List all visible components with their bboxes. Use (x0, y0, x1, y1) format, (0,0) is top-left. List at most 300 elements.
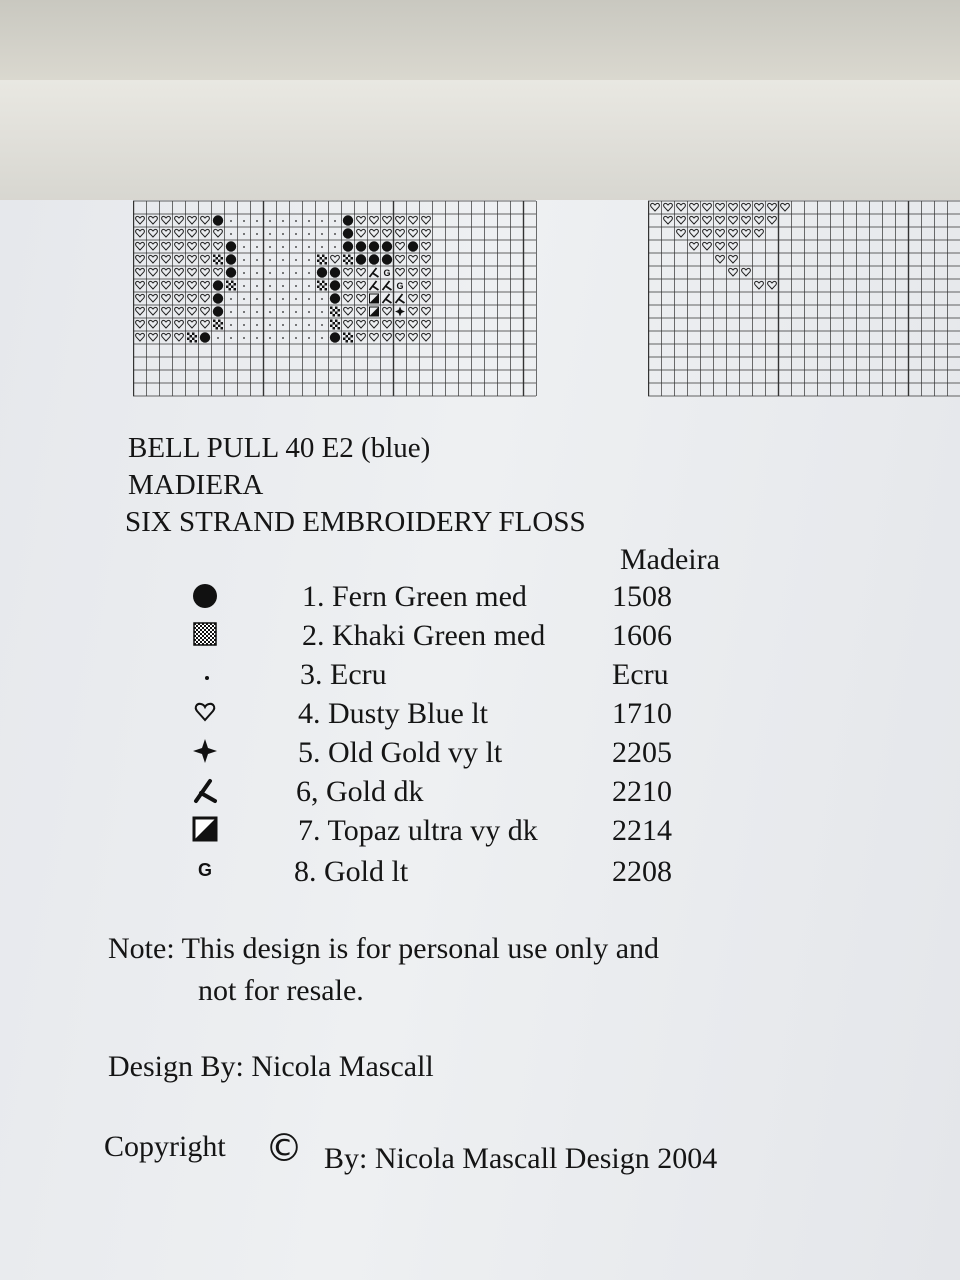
heart-stitch (703, 203, 712, 211)
legend-color-code: Ecru (612, 658, 669, 691)
checker-stitch (351, 262, 354, 265)
dot-stitch (256, 311, 258, 313)
heart-stitch (136, 229, 145, 237)
dot-stitch (308, 337, 310, 339)
heart-stitch (175, 320, 184, 328)
heart-stitch (677, 216, 686, 224)
checker-stitch (195, 340, 198, 343)
half-stitch-fill (370, 307, 379, 316)
heart-stitch (136, 255, 145, 263)
legend-color-code: 2214 (612, 814, 672, 847)
heart-stitch (357, 229, 366, 237)
legend-color-code: 2208 (612, 855, 672, 888)
heart-stitch (149, 229, 158, 237)
dot-stitch (256, 220, 258, 222)
heart-stitch (729, 229, 738, 237)
heart-stitch (136, 268, 145, 276)
checker-stitch (343, 333, 346, 336)
circle-stitch (356, 241, 366, 251)
circle-stitch (382, 254, 392, 264)
checker-stitch (346, 257, 349, 260)
dot-stitch (308, 272, 310, 274)
heart-stitch (214, 229, 223, 237)
checker-stitch (213, 325, 216, 328)
circle-stitch (343, 215, 353, 225)
circle-stitch (343, 228, 353, 238)
dot-stitch (295, 311, 297, 313)
heart-stitch (716, 203, 725, 211)
heart-stitch (768, 203, 777, 211)
heart-stitch (162, 320, 171, 328)
checker-stitch (320, 283, 323, 286)
dot-stitch (308, 324, 310, 326)
heart-stitch (383, 229, 392, 237)
heart-stitch (755, 281, 764, 289)
checker-stitch (320, 257, 323, 260)
heart-stitch (716, 229, 725, 237)
dot-stitch (230, 298, 232, 300)
heart-stitch (422, 268, 431, 276)
heart-stitch (136, 216, 145, 224)
heart-stitch (136, 281, 145, 289)
heart-icon (190, 697, 220, 727)
heart-stitch (742, 203, 751, 211)
heart-stitch (136, 333, 145, 341)
checker-stitch (218, 325, 221, 328)
checker-stitch (330, 307, 333, 310)
dot-stitch (230, 311, 232, 313)
heart-stitch (175, 216, 184, 224)
dot-stitch (256, 285, 258, 287)
dot-stitch (282, 337, 284, 339)
dot-stitch (243, 233, 245, 235)
checker-stitch (351, 257, 354, 260)
heart-stitch (344, 281, 353, 289)
heart-stitch (729, 203, 738, 211)
heart-stitch (422, 294, 431, 302)
heart-stitch (357, 333, 366, 341)
circle-stitch (330, 332, 340, 342)
dot-stitch (243, 324, 245, 326)
checker-stitch (335, 320, 338, 323)
heart-stitch (214, 268, 223, 276)
heart-stitch (409, 268, 418, 276)
heart-stitch (136, 242, 145, 250)
heart-stitch (370, 216, 379, 224)
heart-stitch (729, 216, 738, 224)
checker-stitch (234, 283, 237, 286)
checker-stitch (348, 333, 351, 336)
dot-stitch (243, 298, 245, 300)
checker-stitch (335, 307, 338, 310)
heart-stitch (755, 229, 764, 237)
checker-stitch (221, 322, 224, 325)
heart-stitch (201, 255, 210, 263)
checker-square-icon (190, 619, 220, 649)
heart-stitch (422, 216, 431, 224)
heart-stitch (422, 333, 431, 341)
dot-stitch (282, 246, 284, 248)
heart-stitch (149, 242, 158, 250)
dot-stitch (321, 337, 323, 339)
checker-stitch (338, 309, 341, 312)
dot-stitch (282, 285, 284, 287)
heart-stitch (201, 242, 210, 250)
heart-stitch (188, 242, 197, 250)
heart-stitch (149, 307, 158, 315)
checker-stitch (218, 260, 221, 263)
checker-stitch (333, 309, 336, 312)
usage-note-continued: not for resale. (198, 974, 364, 1007)
checker-stitch (213, 260, 216, 263)
k-stitch (396, 294, 405, 303)
checker-stitch (325, 288, 328, 291)
copyright-owner: By: Nicola Mascall Design 2004 (324, 1142, 718, 1175)
circle-stitch (408, 241, 418, 251)
dot-stitch (282, 298, 284, 300)
heart-stitch (162, 333, 171, 341)
pattern-title: BELL PULL 40 E2 (blue) (128, 432, 431, 464)
checker-stitch (346, 340, 349, 343)
circle-stitch (226, 254, 236, 264)
dot-stitch (269, 337, 271, 339)
circle-stitch (356, 254, 366, 264)
heart-stitch (149, 255, 158, 263)
checker-stitch (317, 286, 320, 289)
checker-stitch (216, 257, 219, 260)
checker-stitch (351, 335, 354, 338)
checker-stitch (346, 335, 349, 338)
heart-stitch (149, 294, 158, 302)
checker-stitch (330, 325, 333, 328)
dot-stitch (256, 298, 258, 300)
k-stitch (370, 281, 379, 290)
g-stitch: G (383, 268, 391, 278)
heart-stitch (188, 307, 197, 315)
heart-stitch (703, 216, 712, 224)
heart-stitch (383, 216, 392, 224)
heart-stitch (149, 216, 158, 224)
checker-stitch (325, 262, 328, 265)
dot-stitch (295, 246, 297, 248)
heart-stitch (175, 229, 184, 237)
checker-stitch (325, 283, 328, 286)
heart-stitch (370, 229, 379, 237)
circle-stitch (369, 241, 379, 251)
checker-stitch (322, 260, 325, 263)
heart-stitch (690, 203, 699, 211)
checker-stitch (333, 327, 336, 330)
checker-stitch (348, 255, 351, 258)
legend-color-code: 2205 (612, 736, 672, 769)
circle-stitch (330, 280, 340, 290)
heart-stitch (214, 242, 223, 250)
heart-stitch (383, 320, 392, 328)
dot-stitch (256, 233, 258, 235)
dot-stitch (230, 233, 232, 235)
copyright-label: Copyright (104, 1130, 226, 1163)
heart-stitch (690, 216, 699, 224)
dot-stitch (243, 259, 245, 261)
legend-color-name: 5. Old Gold vy lt (298, 736, 503, 769)
heart-stitch (188, 229, 197, 237)
heart-stitch (188, 294, 197, 302)
dot-stitch (282, 311, 284, 313)
heart-stitch (409, 229, 418, 237)
checker-stitch (333, 322, 336, 325)
dot-stitch (269, 246, 271, 248)
dot-stitch (243, 246, 245, 248)
heart-stitch (175, 268, 184, 276)
dot-stitch (308, 246, 310, 248)
dot-stitch (321, 298, 323, 300)
dot-icon (190, 658, 220, 688)
checker-stitch (317, 260, 320, 263)
checker-stitch (346, 262, 349, 265)
dot-stitch (308, 220, 310, 222)
dot-stitch (230, 337, 232, 339)
legend-color-code: 1508 (612, 580, 672, 613)
heart-stitch (344, 294, 353, 302)
legend-color-name: 4. Dusty Blue lt (298, 697, 489, 730)
designer-credit: Design By: Nicola Mascall (108, 1050, 434, 1083)
heart-stitch (331, 255, 340, 263)
heart-stitch (357, 307, 366, 315)
checker-stitch (221, 327, 224, 330)
dot-stitch (269, 324, 271, 326)
heart-stitch (383, 307, 392, 315)
heart-stitch (201, 268, 210, 276)
dot-stitch (334, 220, 336, 222)
heart-stitch (162, 281, 171, 289)
checker-stitch (343, 260, 346, 263)
filled-circle-icon (190, 580, 220, 610)
heart-stitch (201, 281, 210, 289)
letter-g-icon: G (197, 860, 212, 880)
chart-grid-left (133, 195, 545, 397)
checker-stitch (195, 335, 198, 338)
dot-stitch (295, 259, 297, 261)
heart-stitch (357, 268, 366, 276)
checker-stitch (320, 288, 323, 291)
heart-stitch (162, 242, 171, 250)
heart-stitch (742, 229, 751, 237)
checker-stitch (330, 312, 333, 315)
heart-stitch (201, 229, 210, 237)
heart-stitch (396, 216, 405, 224)
heart-stitch (409, 294, 418, 302)
star-stitch (395, 307, 405, 317)
dot-stitch (308, 285, 310, 287)
heart-stitch (357, 294, 366, 302)
checker-stitch (218, 320, 221, 323)
dot-stitch (269, 259, 271, 261)
heart-stitch (716, 216, 725, 224)
heart-stitch (703, 242, 712, 250)
heart-stitch (175, 242, 184, 250)
dot-stitch (295, 220, 297, 222)
heart-stitch (396, 268, 405, 276)
circle-stitch (330, 267, 340, 277)
dot-stitch (230, 324, 232, 326)
circle-stitch (200, 332, 210, 342)
heart-stitch (677, 203, 686, 211)
heart-stitch (175, 294, 184, 302)
heart-stitch (175, 333, 184, 341)
heart-stitch (768, 281, 777, 289)
checker-stitch (231, 281, 234, 284)
legend-color-name: 6, Gold dk (296, 775, 424, 808)
heart-stitch (383, 333, 392, 341)
heart-stitch (664, 203, 673, 211)
dot-stitch (230, 220, 232, 222)
checker-stitch (320, 262, 323, 265)
checker-stitch (221, 257, 224, 260)
dot-stitch (334, 233, 336, 235)
dot-stitch (321, 220, 323, 222)
dot-stitch (321, 246, 323, 248)
heart-stitch (742, 268, 751, 276)
heart-stitch (149, 268, 158, 276)
heart-stitch (149, 333, 158, 341)
circle-stitch (330, 293, 340, 303)
heart-stitch (136, 307, 145, 315)
legend-color-name: 1. Fern Green med (302, 580, 527, 613)
heart-stitch (162, 216, 171, 224)
heart-stitch (409, 255, 418, 263)
dot-stitch (295, 272, 297, 274)
dot-stitch (269, 311, 271, 313)
heart-stitch (768, 216, 777, 224)
heart-stitch (188, 281, 197, 289)
legend-color-name: 2. Khaki Green med (302, 619, 546, 652)
circle-stitch (369, 254, 379, 264)
checker-stitch (213, 255, 216, 258)
dot-stitch (334, 246, 336, 248)
usage-note: Note: This design is for personal use only and (108, 932, 660, 965)
checker-stitch (348, 260, 351, 263)
legend-color-name: 3. Ecru (300, 658, 387, 691)
dot-stitch (295, 298, 297, 300)
dot-stitch (243, 272, 245, 274)
heart-stitch (201, 294, 210, 302)
heart-stitch (716, 242, 725, 250)
heart-stitch (409, 281, 418, 289)
half-stitch-fill (370, 294, 379, 303)
legend-color-name: 7. Topaz ultra vy dk (298, 814, 538, 847)
heart-stitch (162, 268, 171, 276)
checker-stitch (192, 338, 195, 341)
checker-stitch (322, 286, 325, 289)
dot-stitch (321, 233, 323, 235)
checker-stitch (213, 320, 216, 323)
heart-stitch (422, 242, 431, 250)
heart-stitch (755, 216, 764, 224)
dot-stitch (295, 233, 297, 235)
heart-stitch (422, 320, 431, 328)
k-stitch (383, 294, 392, 303)
circle-stitch (213, 215, 223, 225)
heart-stitch (201, 307, 210, 315)
dot-stitch (269, 272, 271, 274)
dot-stitch (269, 285, 271, 287)
heart-stitch (409, 333, 418, 341)
checker-stitch (335, 325, 338, 328)
checker-stitch (192, 333, 195, 336)
legend-header: Madeira (620, 543, 720, 576)
dot-stitch (269, 233, 271, 235)
dot-stitch (308, 233, 310, 235)
heart-stitch (396, 333, 405, 341)
checker-stitch (229, 288, 232, 291)
k-stitch (383, 281, 392, 290)
checker-stitch (322, 255, 325, 258)
heart-stitch (344, 320, 353, 328)
checker-stitch (317, 281, 320, 284)
dot-stitch (295, 285, 297, 287)
half-square-icon (190, 814, 220, 844)
heart-stitch (690, 242, 699, 250)
heart-stitch (201, 320, 210, 328)
heart-stitch (136, 320, 145, 328)
heart-stitch (742, 216, 751, 224)
heart-stitch (396, 320, 405, 328)
checker-stitch (216, 262, 219, 265)
checker-stitch (187, 338, 190, 341)
heart-stitch (729, 242, 738, 250)
heart-stitch (716, 255, 725, 263)
heart-stitch (149, 281, 158, 289)
legend-color-code: 1710 (612, 697, 672, 730)
heart-stitch (188, 320, 197, 328)
dot-stitch (282, 272, 284, 274)
checker-stitch (221, 262, 224, 265)
heart-stitch (409, 216, 418, 224)
copyright-icon: © (265, 1126, 303, 1170)
g-stitch: G (396, 281, 404, 291)
dot-stitch (321, 324, 323, 326)
heart-stitch (422, 255, 431, 263)
checker-stitch (226, 281, 229, 284)
legend-color-code: 2210 (612, 775, 672, 808)
circle-stitch (317, 267, 327, 277)
heart-stitch (175, 307, 184, 315)
dot-stitch (308, 259, 310, 261)
circle-stitch (213, 280, 223, 290)
heart-stitch (188, 255, 197, 263)
heart-stitch (162, 294, 171, 302)
dot-stitch (256, 337, 258, 339)
heart-stitch (188, 216, 197, 224)
dot-stitch (256, 324, 258, 326)
checker-stitch (335, 312, 338, 315)
dot-stitch (321, 311, 323, 313)
heart-stitch (409, 307, 418, 315)
checker-stitch (216, 322, 219, 325)
heart-stitch (396, 255, 405, 263)
dot-stitch (256, 272, 258, 274)
heart-stitch (729, 268, 738, 276)
heart-stitch (357, 216, 366, 224)
circle-stitch (226, 241, 236, 251)
dot-stitch (256, 259, 258, 261)
heart-stitch (651, 203, 660, 211)
dot-stitch (282, 259, 284, 261)
checker-stitch (229, 283, 232, 286)
checker-stitch (333, 314, 336, 317)
heart-stitch (162, 229, 171, 237)
dot-stitch (308, 311, 310, 313)
